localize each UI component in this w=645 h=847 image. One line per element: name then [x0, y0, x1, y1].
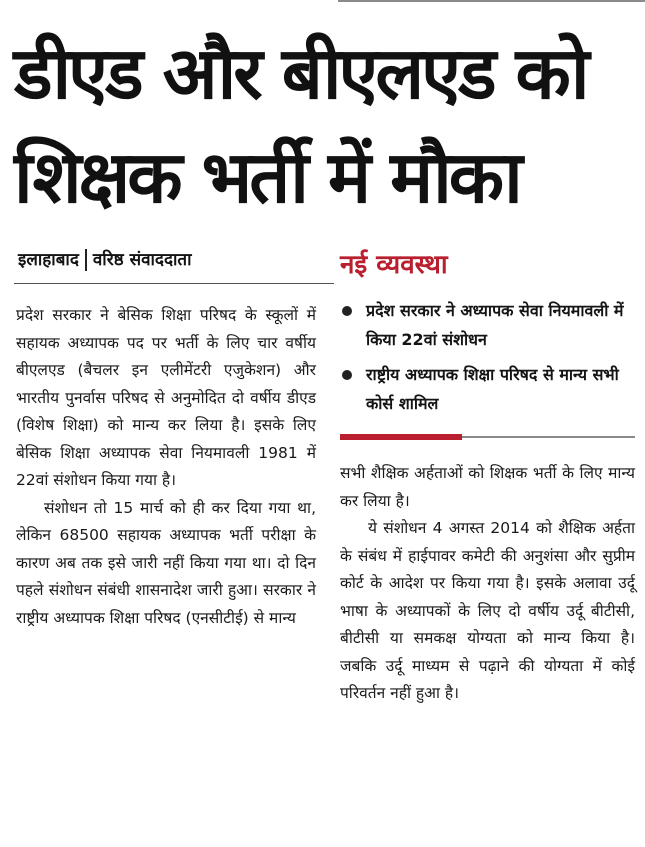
bullet-icon	[342, 306, 352, 316]
byline-reporter: वरिष्ठ संवाददाता	[92, 250, 192, 270]
divider-rule	[462, 436, 635, 438]
headline-line-1: डीएड और बीएलएड को	[14, 31, 587, 115]
section-divider	[340, 434, 635, 440]
headline-line-2: शिक्षक भर्ती में मौका	[14, 135, 520, 219]
article-paragraph: ये संशोधन 4 अगस्त 2014 को शैक्षिक अर्हता के संबंध में हाईपावर कमेटी की अनुशंसा और सुप्रीम कोर्ट के आदेश पर किया गया है। इसके अलावा उर्दू भाषा के अध्यापकों के लिए दो वर्षीय उर्दू बीटीसी, बीटीसी या समकक्ष योग्यता को मान्य किया है। जबकि उर्दू माध्यम से पढ़ाने की योग्यता में कोई परिवर्तन नहीं हुआ है।	[340, 519, 635, 702]
top-rule	[338, 0, 645, 2]
byline-place: इलाहाबाद	[18, 250, 79, 270]
byline-rule	[14, 283, 334, 284]
sidebar-bullet-item	[340, 296, 635, 354]
byline-separator	[85, 249, 87, 271]
divider-accent	[340, 434, 462, 440]
sidebar-bullet-text: प्रदेश सरकार ने अध्यापक सेवा नियमावली में किया 22वां संशोधन	[366, 301, 624, 349]
bullet-icon	[342, 370, 352, 380]
sidebar-heading: नई व्यवस्था	[340, 250, 448, 280]
article-right-column	[340, 460, 635, 708]
article-paragraph: संशोधन तो 15 मार्च को ही कर दिया गया था, लेकिन 68500 सहायक अध्यापक भर्ती परीक्षा के कारण अब तक इसे जारी नहीं किया गया था। दो दिन पहले संशोधन संबंधी शासनादेश जारी हुआ। सरकार ने राष्ट्रीय अध्यापक शिक्षा परिषद (एनसीटीई) से मान्य	[16, 498, 316, 627]
sidebar-bullet-list	[340, 296, 635, 424]
article-left-column	[16, 302, 316, 632]
sidebar-bullet-item	[340, 360, 635, 418]
byline	[18, 246, 328, 274]
article-paragraph: प्रदेश सरकार ने बेसिक शिक्षा परिषद के स्कूलों में सहायक अध्यापक पद पर भर्ती के लिए चार वर्षीय बीएलएड (बैचलर इन एलीमेंटरी एजुकेशन) और भारतीय पुनर्वास परिषद से अनुमोदित दो वर्षीय डीएड (विशेष शिक्षा) को मान्य कर लिया है। इसके लिए बेसिक शिक्षा अध्यापक सेवा नियमावली 1981 में 22वां संशोधन किया गया है।	[16, 306, 316, 489]
sidebar-bullet-text: राष्ट्रीय अध्यापक शिक्षा परिषद से मान्य सभी कोर्स शामिल	[366, 365, 619, 413]
article-paragraph: सभी शैक्षिक अर्हताओं को शिक्षक भर्ती के लिए मान्य कर लिया है।	[340, 464, 635, 510]
